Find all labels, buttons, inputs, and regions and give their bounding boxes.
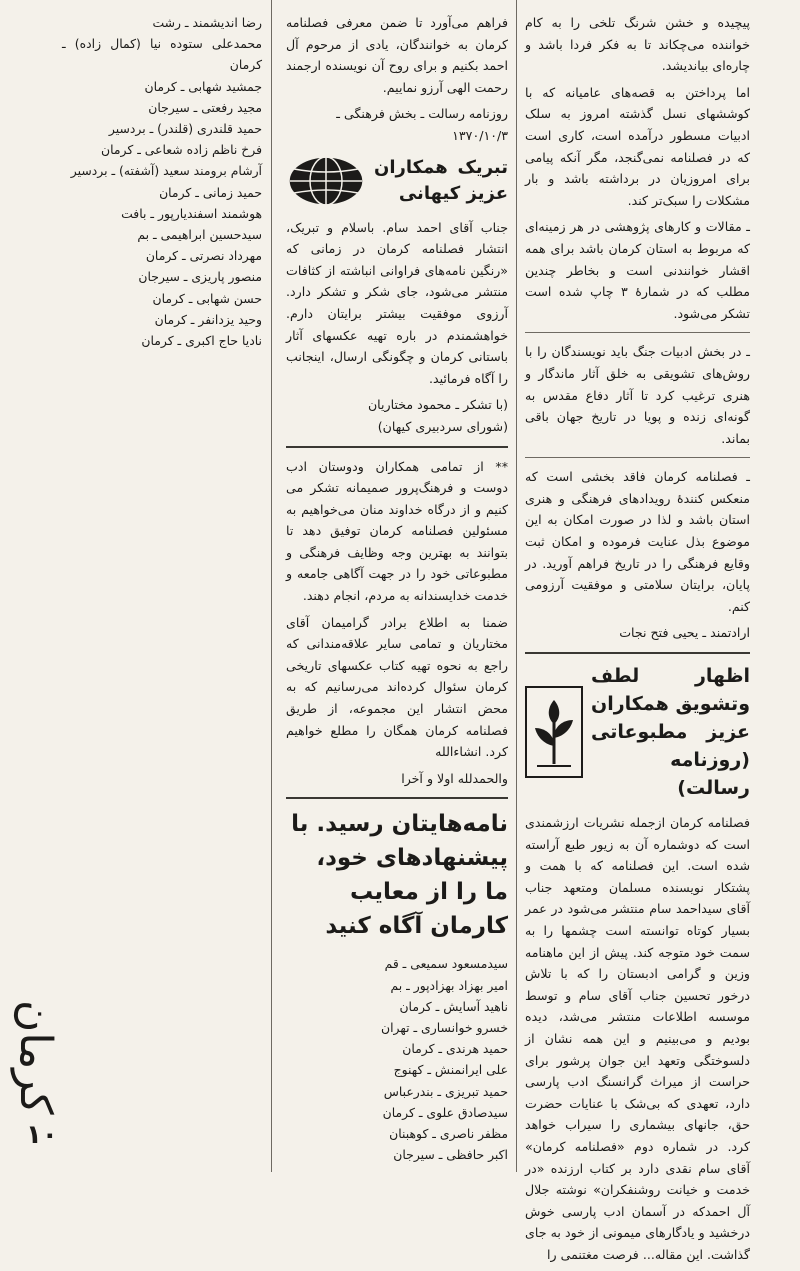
paragraph: ـ مقالات و کارهای پژوهشی در هر زمینه‌ای که مربوط به استان کرمان باشد برای همه اقشار خوانندنی است و بخاطر چندین مطلب که در شمارهٔ ۳ چاپ شده است تشکر می‌شود.: [525, 219, 750, 321]
section-heading-title: تبریک همکاران عزیز کیهانی: [374, 156, 508, 204]
list-item: ناهید آسایش ـ کرمان: [399, 998, 508, 1014]
paragraph: ضمنا به اطلاع برادر گرامیمان آقای مختاریان و تمامی سایر علاقه‌مندانی که راجع به نحوه تهیه کتاب عکسهای تاریخی کرمان سئوال کرده‌اند می‌رسانیم که به محض انتشار این مجموعه، از طریق فصلنامه کرمان همگان را مطلع خواهیم کرد. انشاءالله: [286, 614, 508, 760]
list-item: حمید زمانی ـ کرمان: [159, 184, 262, 200]
list-item: اکبر حافظی ـ سیرجان: [393, 1147, 508, 1163]
section-heading-title: اظهار لطف وتشویق همکاران عزیز مطبوعاتی (روزنامه رسالت): [591, 665, 750, 800]
divider: [525, 652, 750, 654]
middle-column: [286, 12, 508, 1165]
list-item: رضا اندیشمند ـ رشت: [152, 15, 262, 30]
signature: ارادتمند ـ یحیی فتح نجات: [619, 625, 750, 641]
magazine-logo: کرمان: [10, 1000, 61, 1115]
list-item: هوشمند اسفندیارپور ـ بافت: [121, 205, 262, 221]
list-item: منصور پاریزی ـ سیرجان: [138, 269, 262, 285]
left-column: [62, 12, 262, 351]
list-item: مجید رفعتی ـ سیرجان: [148, 99, 262, 115]
list-item: محمدعلی ستوده نیا (کمال زاده) ـ کرمان: [62, 36, 262, 73]
signature: (با تشکر ـ محمود مختاریان: [367, 397, 508, 413]
paragraph: فراهم می‌آورد تا ضمن معرفی فصلنامه کرمان به خوانندگان، یادی از مرحوم آل احمد بکنیم و برای روح آن نویسنده ارجمند رحمت الهی آرزو نماییم.: [286, 15, 508, 95]
paragraph: ** از تمامی همکاران ودوستان ادب دوست و فرهنگ‌پرور صمیمانه تشکر می کنیم و از درگاه خداوند منان می‌خواهیم به مسئولین فصلنامه کرمان توفیق دهد تا بتوانند به بهترین وجه وظایف فرهنگی و مطبوعاتی خود را در جهت آگاهی جامعه و خدمت خدایسندانه به مردم، انجام دهند.: [286, 458, 508, 604]
globe-icon: [286, 155, 366, 207]
paragraph: جناب آقای احمد سام. باسلام و تبریک، انتشار فصلنامه کرمان در زمانی که «رنگین نامه‌های فراوانی انباشته از کثافات منتشر می‌شود، جای شکر و تشکر دارد. آرزوی موفقیت بیشتر برایتان دارم. خواهشمندم در باره تهیه عکسهای آثار باستانی کرمان و چگونگی ارسال، اینجانب را آگاه فرمائید.: [286, 219, 508, 386]
list-item: علی ایرانمنش ـ کهنوج: [393, 1062, 508, 1078]
list-item: فرخ ناظم زاده شعاعی ـ کرمان: [101, 142, 262, 158]
paragraph: ـ فصلنامه کرمان فاقد بخشی است که منعکس کنندهٔ رویدادهای فرهنگی و هنری استان باشد و لذا در صورت امکان به این موضوع بذل عنایت فرموده و امکان ثبت وقایع فرهنگی را در تاریخ فراهم آورید. در پایان، برایتان سلامتی و موفقیت آرزومی کنم.: [525, 469, 750, 614]
correspondent-list: [62, 12, 262, 351]
signature: روزنامه رسالت ـ بخش فرهنگی ـ ۱۳۷۰/۱۰/۳: [336, 106, 508, 143]
divider: [525, 457, 750, 458]
right-column: [525, 12, 750, 1271]
closing-line: والحمدلله اولا و آخرا: [401, 770, 508, 786]
list-item: جمشید شهابی ـ کرمان: [144, 78, 262, 94]
list-item: نادیا حاج اکبری ـ کرمان: [141, 333, 262, 349]
paragraph: پیچیده و خشن شرنگ تلخی را به کام خواننده می‌چکاند تا به فکر فردا باشد و چاره‌ای بیاندیشد.: [525, 15, 750, 74]
column-rule-right: [516, 0, 517, 1172]
correspondent-list: [286, 953, 508, 1165]
list-item: سیدمسعود سمیعی ـ قم: [384, 956, 508, 972]
list-item: خسرو خوانساری ـ تهران: [381, 1020, 508, 1036]
letters-heading: نامه‌هایتان رسید. با پیشنهادهای خود، ما را از معایب کارمان آگاه کنید: [291, 811, 508, 940]
divider: [525, 332, 750, 333]
plant-icon: [525, 686, 583, 778]
divider: [286, 446, 508, 448]
page-number: ۱۰: [26, 1120, 58, 1150]
list-item: حمید تبریزی ـ بندرعباس: [383, 1083, 508, 1099]
divider: [286, 797, 508, 799]
list-item: حمید قلندری (قلندر) ـ بردسیر: [108, 121, 262, 137]
paragraph: فصلنامه کرمان ازجمله نشریات ارزشمندی است که دوشماره آن به زیور طبع آراسته شده است. این فصلنامه که با همت و پشتکار نویسنده مسلمان ومتعهد جناب آقای سیداحمد سام منتشر می‌شود در عمر بسیار کوتاه توانسته است چشمها را به سمت خود متوجه کند. پیش از این ماهنامه وزین و گرامی ادبستان را که با تلاش درخور تحسین جناب آقای سام و توسط موسسه اطلاعات منتشر می‌شد، دیده بودیم و می‌بینیم و این همه نشان از دلسوختگی وتعهد این جوان پرشور برای حراست از میراث گرانسنگ ادب پارسی دارد، تعهدی که بی‌شک با عنایات حضرت حق، جانهای بیشماری را سیراب خواهد کرد. در شماره دوم «فصلنامه کرمان» آقای سام نقدی دارد بر کتاب ارزنده «در خدمت و خیانت روشنفکران» نوشته جلال آل احمدکه در آسمان ادب پارسی خوش درخشید و یادگارهای میمونی از خود به جای گذاشت. این مقاله... فرصت مغتنمی را: [525, 815, 750, 1262]
paragraph: اما پرداختن به قصه‌های عامیانه که با کوششهای نسل گذشته امروز به سلک ادبیات مسطور درآمده است، کاری است که در فصلنامه نمی‌گنجد، مگر آنکه پیامی برای امروزیان در برداشته باشد و بار مشکلات را سبک‌تر کند.: [525, 84, 750, 208]
list-item: امیر بهزاد بهزادپور ـ بم: [390, 977, 508, 993]
list-item: سیدحسین ابراهیمی ـ بم: [137, 227, 262, 243]
list-item: مهرداد نصرتی ـ کرمان: [145, 248, 262, 264]
list-item: آرشام برومند سعید (آشفته) ـ بردسیر: [70, 163, 262, 179]
list-item: مظفر ناصری ـ کوهبنان: [389, 1126, 508, 1142]
paragraph: ـ در بخش ادبیات جنگ باید نویسندگان را با روش‌های تشویقی به خلق آثار ماندگار و هنری ترغیب کرد تا آثار دفاع مقدس به گونه‌ای زنده و پویا در تاریخ جهان باقی بماند.: [525, 344, 750, 446]
section-heading-kayhan: [286, 155, 508, 207]
column-rule-left: [271, 0, 272, 1172]
list-item: حمید هرندی ـ کرمان: [402, 1041, 508, 1057]
list-item: حسن شهابی ـ کرمان: [152, 290, 262, 306]
list-item: وحید یزدانفر ـ کرمان: [154, 311, 262, 327]
list-item: سیدصادق علوی ـ کرمان: [382, 1104, 508, 1120]
signature: (شورای سردبیری کیهان): [377, 418, 508, 434]
section-heading-resalat: [525, 662, 750, 802]
